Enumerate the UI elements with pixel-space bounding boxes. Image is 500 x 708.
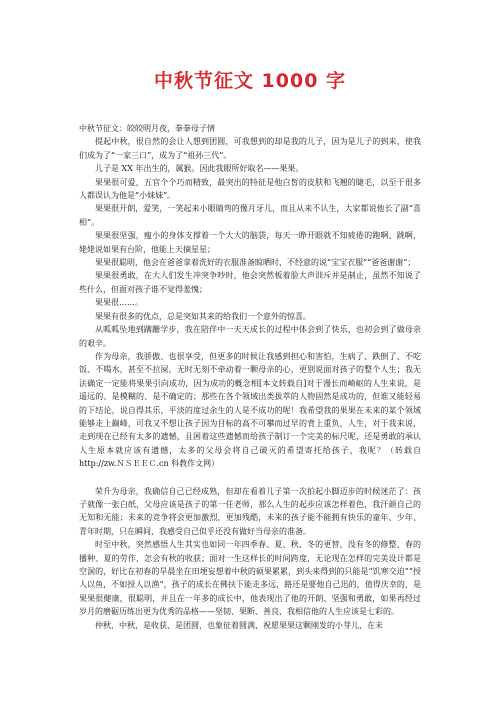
paragraph: 仲秋，中秋，是收获、是团圆，也象征着圆满，祝愿果果这颗刚发的小芽儿，在未 [95, 620, 383, 630]
paragraph: 提起中秋，很自然的会让人想到团圆，可我想到的却是我的儿子，因为是儿子的到来，使我们成为了“一家三口”，成为了“祖孙三代”。 [79, 137, 421, 160]
paragraph: 果果有很多的优点，总是突如其来的给我们一个意外的惊喜。 [95, 311, 311, 321]
paragraph: 果果很聪明，他会在爸爸拿着洗好的衣服准备晾晒时，不经意的说“宝宝衣服”“爸爸谢谢”； [95, 258, 416, 268]
document-title: 中秋节征文 1000 字 [153, 70, 347, 92]
paragraph: 果果很可爱，五官个个巧而精致，最突出的特征是他白皙的皮肤和飞翘的睫毛，以至于很多人都误认为他是“小妹妹”。 [79, 177, 421, 201]
paragraph: 果果很勇敢，在大人们发生冲突争吵时，他会突然板着脸大声训斥并是制止，虽然不知说了些什么，但面对孩子谁不觉得羞愧； [79, 271, 421, 294]
document-body [79, 122, 421, 632]
paragraph: 果果很坚强，瘦小的身体支撑着一个大大的脑袋，每天一睁开眼就不知疲倦的跑啊、跳啊，姥姥说如果有台阶，他能上天摘星星； [79, 231, 421, 254]
paragraph-gap [79, 471, 421, 485]
paragraph: 时至中秋，突然感悟人生其实也如同一年四季春、夏、秋、冬的更替，没有冬的修整、春的播种、夏的劳作，怎会有秋的收获；面对一生这样长的时间跨度，无论现在怎样的完美设计都是空洞的，好比在初春的旱晨坐在田埂妄想着中秋的硕果累累，到头来得到的只能是“饥寒交迫”“授人以鱼，不如授人以渔”，孩子的成长在佛扶下能走多远，路还是要他自己迅的，值得庆幸的，是果果很健康，很聪明，并且在一年多的成长中，他表现出了他的开朗、坚强和勇敢，如果再经过岁月的磨砺历练出更为优秀的品格——坚韧、果断、善良，我相信他的人生应该是七彩的。 [79, 540, 421, 617]
paragraph: 儿子是 XX 年出生的，属猴。因此我眼所好取名——果果。 [95, 164, 304, 174]
paragraph: 果果很……。 [95, 298, 143, 308]
paragraph-subtitle: 中秋节征文：皎皎明月夜，拳拳母子情 [79, 124, 215, 133]
paragraph: 从呱呱坠地到蹒跚学步，我在陪伴中一天天成长的过程中体会到了快乐，也初会到了做母亲的艰辛。 [79, 325, 421, 348]
paragraph: 作为母亲，我骄傲、也很享受，但更多的时候让我感到担心和害怕，生病了、跌倒了、不吃饭、不喝水，甚至不拉屎，无时无刻不牵动着一颗母亲的心，更别说面对孩子的整个人生；我无法确定一定能将果果引向成功，因为成功的概念相[本文转载自]对于漫长而崎岖的人生来说，是遥远的、是模糊的、是不确定的；那些在各个领域出类拔萃的人物固然是成功的，但谁又能轻易的下结论，说自得其乐，平淡的度过余生的人是不成功的呢！我希望我的果果在未来的某个领域能够走上巅峰，可我又不想让孩子因为目标的高不可攀而过早的背上重负，人生，对于我来说，走到现在已经有太多的遗憾，且困着这些遗憾而给孩子制订一个完美的标尺呢，还是勇敢的承认人生原本就应该有遗憾，太多的父母会将自己破灭的希望寄托给孩子，我呢？（转载自 http://zw.ＮＳＥＥＣ.cn 科教作文网） [79, 351, 421, 469]
paragraph: 荣升为母亲，我确信自己已经成熟，但却在看着儿子第一次拍起小脚迈步的时候迷茫了：孩子就像一张白纸，父母应该是孩子的第一任老师，那么人生的起步应该怎样着色，我汗颜自己的无知和无能；未来的竞争将会更加激烈，更加残酷，未来的孩子能不能拥有快乐的童年、少年、青年时期，只在瞬间，我感受自己似乎还没有做好当母亲的准备。 [79, 486, 421, 536]
paragraph: 果果很开朗，爱笑，一笑起来小眼睛弯的像月牙儿，而且从来不认生，大家都说他长了副“喜相”。 [79, 204, 421, 227]
